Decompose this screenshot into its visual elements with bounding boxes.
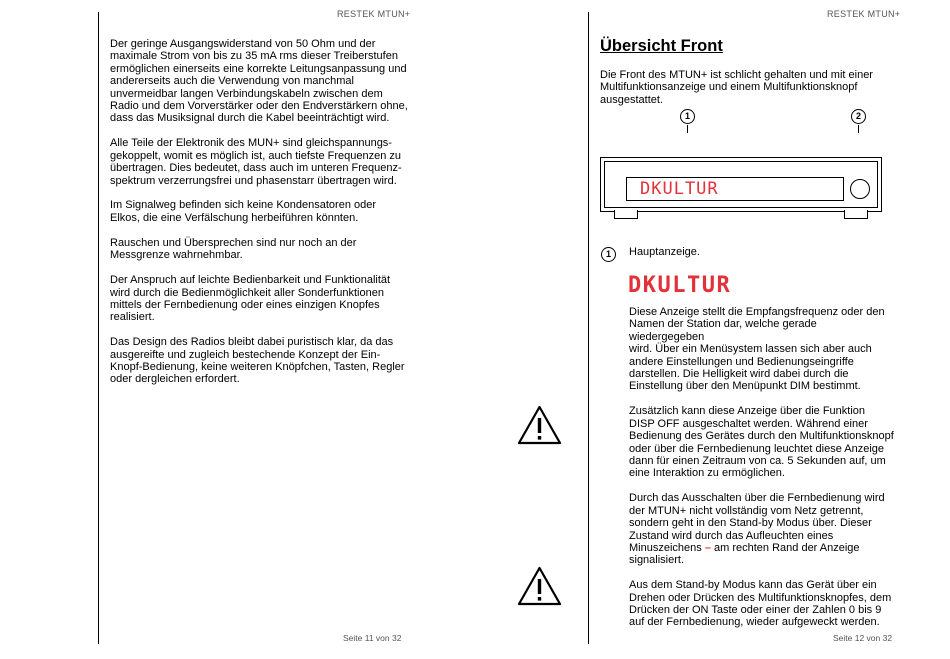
text-line: Diese Anzeige stellt die Empfangsfrequenz oder den (629, 306, 885, 318)
text-line: Drücken der ON Taste oder einer der Zahlen 0 bis 9 (629, 604, 882, 617)
device-front-panel (604, 161, 878, 208)
text-line: mittels der Fernbedienung oder eines einzigen Knopfes (110, 298, 380, 311)
warning-triangle-icon (517, 405, 562, 445)
text-line: signalisiert. (629, 554, 685, 567)
callout-2-leader (858, 125, 859, 133)
device-front-diagram (600, 157, 882, 212)
text-line: Radio und dem Vorverstärker oder den Endverstärkern ohne, (110, 100, 408, 113)
paragraph-display-info (629, 306, 894, 393)
paragraph-noise (110, 237, 410, 262)
text-line: Elkos, die eine Verfälschung herbeiführen könnten. (110, 211, 359, 224)
text-line: wird durch die Bedienmöglichkeit aller Sonderfunktionen (110, 286, 384, 299)
paragraph-output-impedance (110, 38, 410, 125)
text-line: Messgrenze wahrnehmbar. (110, 249, 243, 262)
main-display (626, 177, 844, 201)
callout-2-marker: 2 (851, 109, 866, 124)
text-line: spektrum verzerrungsfrei und phasenstarr übertragen wird. (110, 174, 397, 187)
device-foot-right (844, 210, 868, 219)
multifunction-knob (850, 179, 870, 199)
text-line: der MTUN+ nicht vollständig vom Netz getrennt, (629, 504, 864, 517)
page-title: Übersicht Front (600, 37, 723, 55)
text-line: andererseits auch die Verwendung von manchmal (110, 75, 354, 88)
text-line: dass das Musiksignal durch die Kabel beeinträchtigt wird. (110, 112, 390, 125)
text-line: Die Front des MTUN+ ist schlicht gehalten und mit einer (600, 69, 873, 81)
text-line: andere Einstellungen und Bedienungseingriffe (629, 355, 854, 368)
right-page-footer: Seite 12 von 32 (833, 633, 893, 643)
text-line: Knopf-Bedienung, keine weiteren Knöpfchen, Tasten, Regler (110, 361, 405, 374)
right-page-header: RESTEK MTUN+ (827, 9, 901, 19)
paragraph-wake (629, 579, 894, 629)
left-page-header: RESTEK MTUN+ (337, 9, 411, 19)
text-line: Einstellung über den Menüpunkt DIM bestimmt. (629, 380, 861, 393)
item-1-description (629, 306, 894, 641)
left-page-footer: Seite 11 von 32 (343, 633, 402, 643)
text-line: oder über die Fernbedienung leuchtet diese Anzeige (629, 442, 885, 455)
text-line: ausgestattet. (600, 93, 663, 106)
callout-1-leader (687, 125, 688, 133)
paragraph-usability (110, 274, 410, 324)
text-line: Der geringe Ausgangswiderstand von 50 Ohm und der (110, 38, 376, 50)
display-sample: DKULTUR (628, 273, 732, 298)
text-line: auf der Fernbedienung, wieder aufgeweckt werden. (629, 616, 880, 629)
text-line: Namen der Station dar, welche gerade wiedergegeben (629, 318, 817, 343)
item-1-label: Hauptanzeige. (629, 246, 700, 258)
standby-minus-sign: – (704, 541, 711, 554)
left-page-rule (98, 12, 99, 644)
text-line: Minuszeichens (629, 541, 705, 554)
text-line: maximale Strom von bis zu 35 mA rms dieser Treiberstufen (110, 50, 398, 63)
paragraph-signal-path (110, 199, 410, 224)
text-line: Rauschen und Übersprechen sind nur noch an der (110, 236, 357, 249)
paragraph-dc-coupling (110, 137, 410, 187)
text-line: Im Signalweg befinden sich keine Kondensatoren oder (110, 199, 377, 212)
text-line: darstellen. Die Helligkeit wird dabei durch die (629, 368, 849, 381)
callout-1-marker: 1 (680, 109, 695, 124)
text-line: Zustand wird durch das Aufleuchten eines (629, 529, 834, 542)
device-foot-left (614, 210, 638, 219)
text-line: Aus dem Stand-by Modus kann das Gerät über ein (629, 579, 877, 592)
display-text: DKULTUR (640, 179, 719, 199)
text-line: sondern geht in den Stand-by Modus über. Dieser (629, 517, 872, 530)
text-line: wird. Über ein Menüsystem lassen sich aber auch (629, 343, 872, 356)
warning-triangle-icon (517, 566, 562, 606)
text-line: Der Anspruch auf leichte Bedienbarkeit und Funktionalität (110, 274, 391, 287)
text-line: realisiert. (110, 311, 155, 324)
text-line: Multifunktionsanzeige und einem Multifunktionsknopf (600, 81, 858, 94)
right-page-rule (588, 12, 589, 644)
text-line: eine Interaktion zu ermöglichen. (629, 467, 785, 480)
text-line: Zusätzlich kann diese Anzeige über die Funktion (629, 405, 866, 418)
text-line: dann für einen Zeitraum von ca. 5 Sekunden auf, um (629, 454, 886, 467)
item-1-marker: 1 (601, 247, 616, 262)
paragraph-disp-off (629, 405, 894, 479)
text-line: übertragen. Dies bedeutet, dass auch im unteren Frequenz- (110, 162, 402, 175)
paragraph-standby (629, 492, 894, 566)
text-line: Drehen oder Drücken des Multifunktionsknopfes, dem (629, 591, 892, 604)
text-line: ermöglichen einerseits eine korrekte Leitungsanpassung und (110, 62, 407, 75)
text-line: Alle Teile der Elektronik des MUN+ sind gleichspannungs- (110, 137, 392, 150)
text-line: gekoppelt, womit es möglich ist, auch tiefste Frequenzen zu (110, 149, 402, 162)
text-line: Das Design des Radios bleibt dabei puristisch klar, da das (110, 336, 394, 349)
text-line: Durch das Ausschalten über die Fernbedienung wird (629, 492, 885, 505)
text-line: oder dergleichen erfordert. (110, 373, 240, 386)
text-line: Bedienung des Gerätes durch den Multifunktionsknopf (629, 430, 894, 443)
text-line: ausgereifte und zugleich bestechende Konzept der Ein- (110, 348, 381, 361)
paragraph-design (110, 336, 410, 386)
left-page-body (110, 38, 410, 398)
text-line: am rechten Rand der Anzeige (710, 541, 860, 554)
text-line: DISP OFF ausgeschaltet werden. Während einer (629, 417, 868, 430)
intro-text (600, 69, 885, 106)
text-line: unvermeidbar langen Verbindungskabeln zwischen dem (110, 87, 383, 100)
